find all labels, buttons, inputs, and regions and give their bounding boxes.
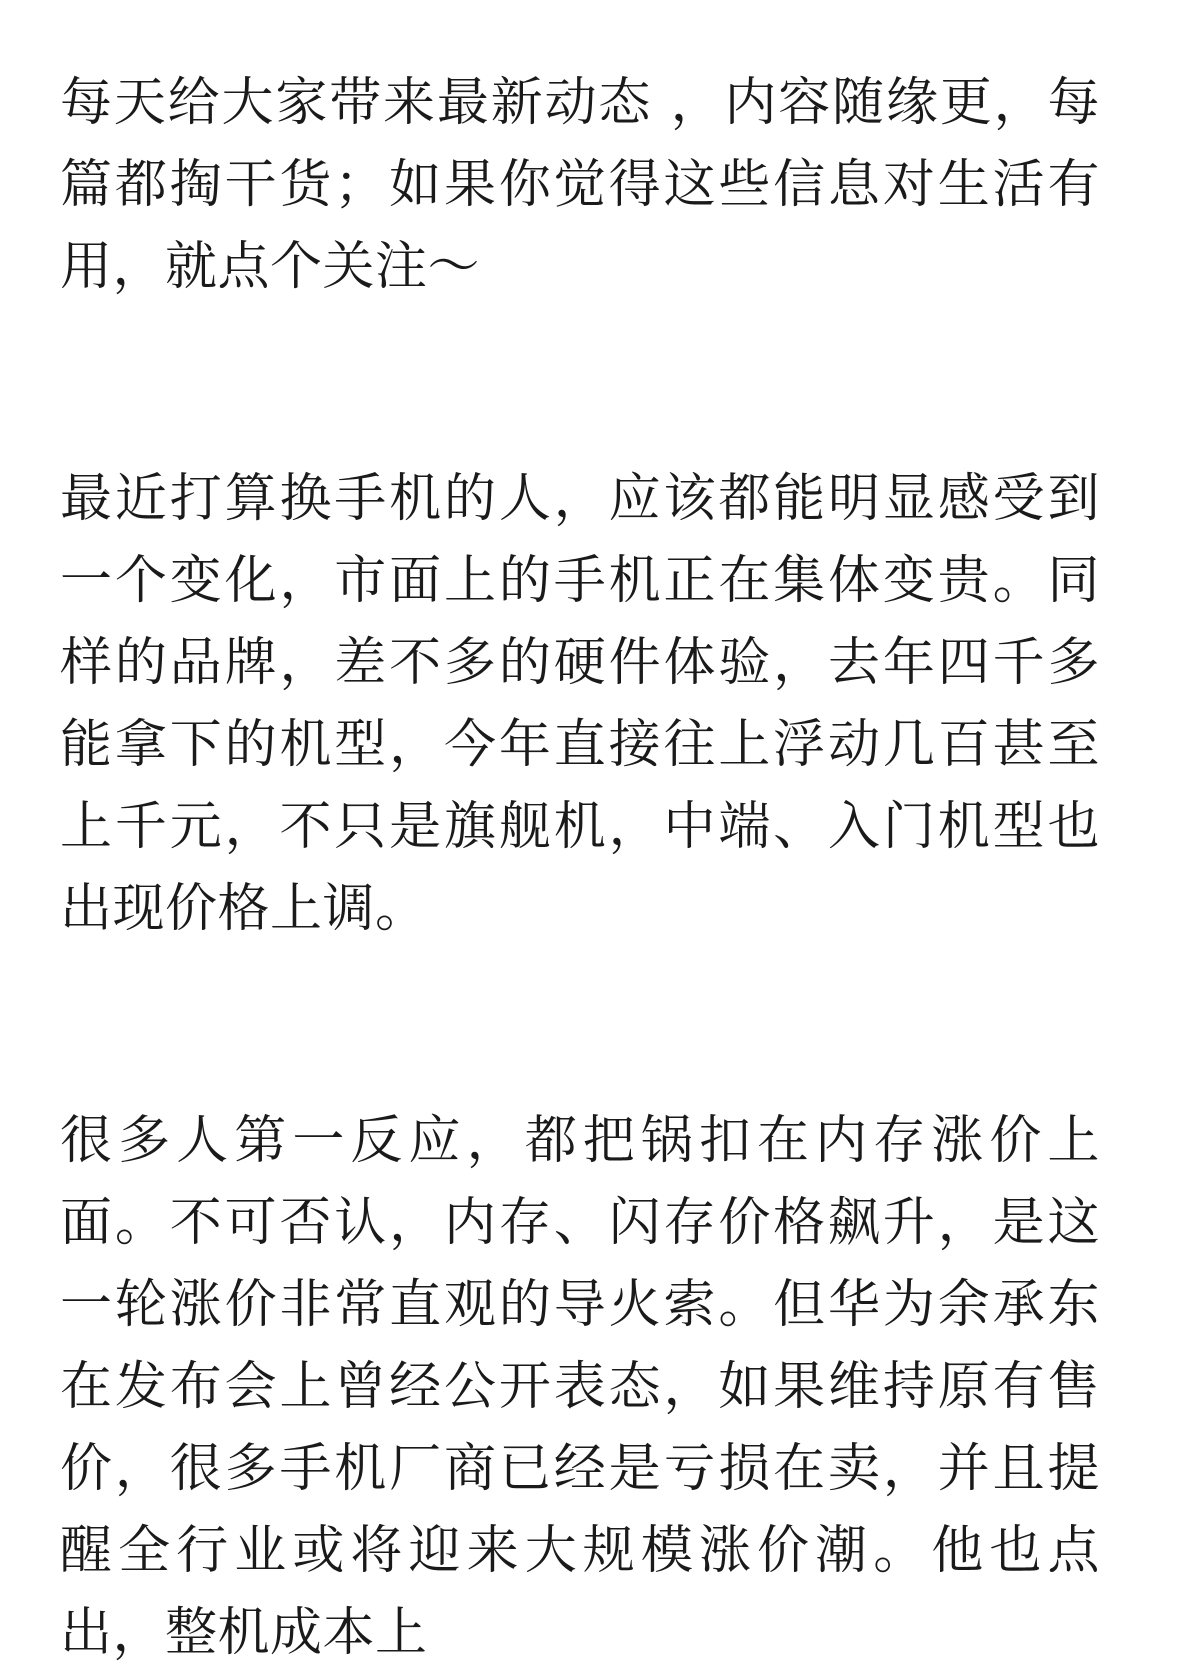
article-body [60, 62, 1100, 1674]
paragraph-price-rise: 最近打算换手机的人，应该都能明显感受到一个变化，市面上的手机正在集体变贵。同样的品牌，差不多的硬件体验，去年四千多能拿下的机型，今年直接往上浮动几百甚至上千元，不只是旗舰机，中端、入门机型也出现价格上调。 [60, 469, 1100, 939]
paragraph-intro: 每天给大家带来最新动态 ，内容随缘更，每篇都掏干货；如果你觉得这些信息对生活有用，就点个关注～ [60, 73, 1100, 297]
paragraph-memory-cost: 很多人第一反应，都把锅扣在内存涨价上面。不可否认，内存、闪存价格飙升，是这一轮涨价非常直观的导火索。但华为余承东在发布会上曾经公开表态，如果维持原有售价，很多手机厂商已经是亏损在卖，并且提醒全行业或将迎来大规模涨价潮。他也点出，整机成本上 [60, 1111, 1100, 1663]
